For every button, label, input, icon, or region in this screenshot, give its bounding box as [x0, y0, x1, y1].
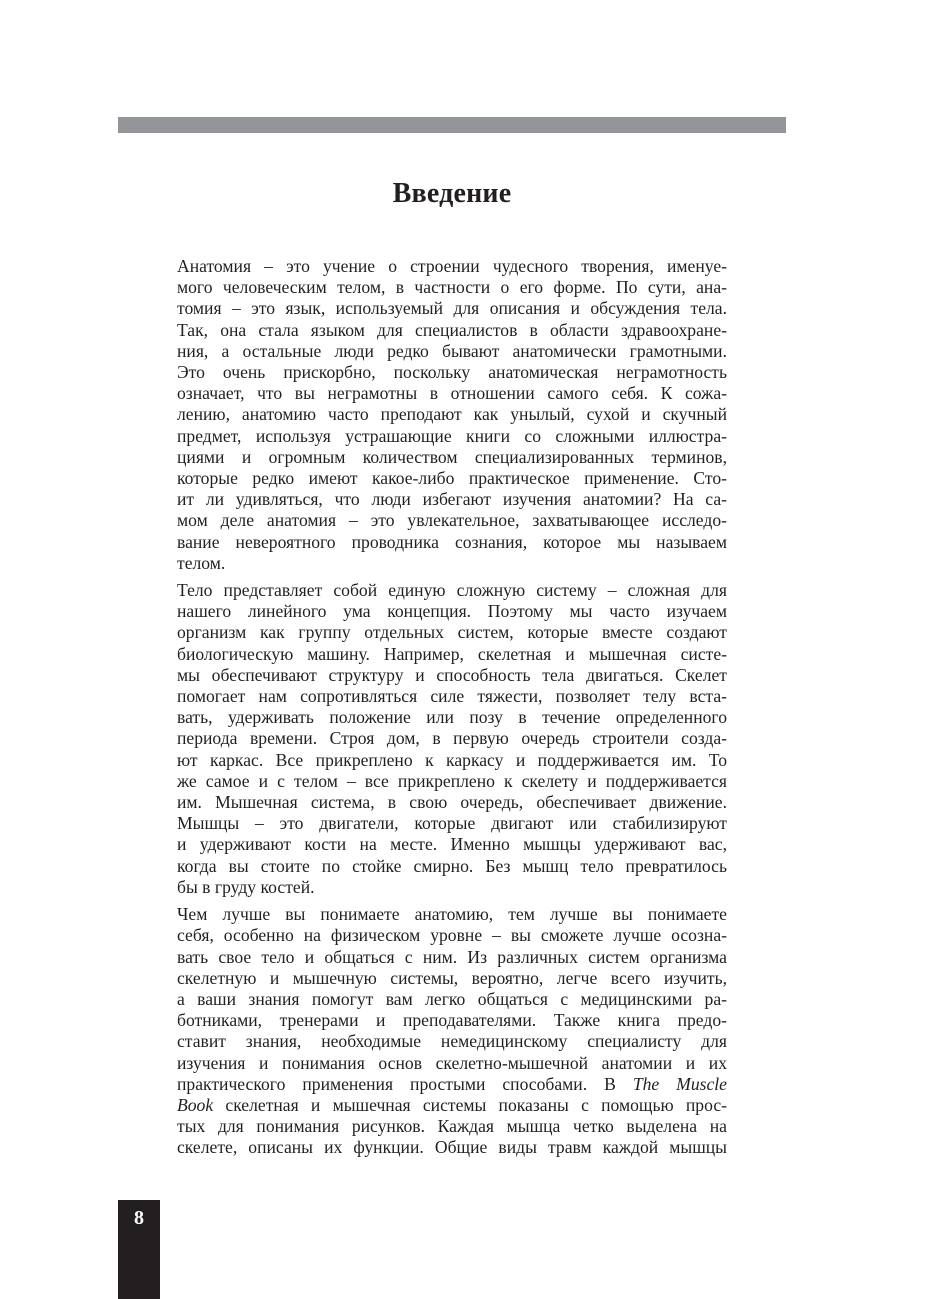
paragraph-3 — [177, 904, 727, 1158]
book-title-italic: Book — [177, 1094, 214, 1115]
text-line: помогает нам сопротивляться силе тяжести, позволяет телу вста- — [177, 686, 727, 707]
text-line: мом деле анатомия – это увлекательное, захватывающее исследо- — [177, 510, 727, 531]
text-line: скелетную и мышечную системы, вероятно, легче всего изучить, — [177, 967, 727, 988]
text-line: тых для понимания рисунков. Каждая мышца четко выделена на — [177, 1116, 727, 1137]
text-line: себя, особенно на физическом уровне – вы сможете лучше осозна- — [177, 925, 727, 946]
text-line: ния, а остальные люди редко бывают анатомически грамотными. — [177, 340, 727, 361]
text-run: практического применения простыми способами. В — [177, 1073, 633, 1094]
body-text — [177, 256, 727, 1165]
text-line: телом. — [177, 552, 226, 573]
text-line: мого человеческим телом, в частности о его форме. По сути, ана- — [177, 277, 727, 298]
text-line: же самое и с телом – все прикреплено к скелету и поддерживается — [177, 770, 727, 791]
page-title: Введение — [392, 177, 512, 209]
text-line: скелете, описаны их функции. Общие виды травм каждой мышцы — [177, 1137, 727, 1158]
text-line: ботниками, тренерами и преподавателями. Также книга предо- — [177, 1010, 727, 1031]
text-line: томия – это язык, используемый для описания и обсуждения тела. — [177, 298, 727, 319]
page-number: 8 — [134, 1207, 144, 1229]
page-number-tab — [118, 1200, 160, 1299]
paragraph-2 — [177, 580, 727, 898]
text-line: вать свое тело и общаться с ним. Из различных систем организма — [177, 946, 727, 967]
paragraph-1 — [177, 256, 727, 574]
text-line: Так, она стала языком для специалистов в области здравоохране- — [177, 319, 727, 340]
text-line: вать, удерживать положение или позу в течение определенного — [177, 707, 727, 728]
text-line: а ваши знания помогут вам легко общаться с медицинскими ра- — [177, 988, 727, 1009]
text-run: скелетная и мышечная системы показаны с помощью прос- — [213, 1094, 727, 1115]
text-line: которые редко имеют какое-либо практическое применение. Сто- — [177, 468, 727, 489]
text-line — [177, 1095, 727, 1116]
text-line: организм как группу отдельных систем, которые вместе создают — [177, 622, 727, 643]
text-line: вание невероятного проводника сознания, которое мы называем — [177, 531, 727, 552]
text-line: Мышцы – это двигатели, которые двигают или стабилизируют — [177, 813, 727, 834]
header-bar — [118, 117, 786, 133]
text-line: Это очень прискорбно, поскольку анатомическая неграмотность — [177, 362, 727, 383]
text-line: лению, анатомию часто преподают как унылый, сухой и скучный — [177, 404, 727, 425]
text-line: нашего линейного ума концепция. Поэтому мы часто изучаем — [177, 601, 727, 622]
text-line: и удерживают кости на месте. Именно мышцы удерживают вас, — [177, 834, 727, 855]
text-line — [177, 1074, 727, 1095]
text-line: Анатомия – это учение о строении чудесного творения, именуе- — [177, 256, 727, 276]
text-line: бы в груду костей. — [177, 876, 315, 897]
text-line: предмет, используя устрашающие книги со сложными иллюстра- — [177, 425, 727, 446]
text-line: означает, что вы неграмотны в отношении самого себя. К сожа- — [177, 383, 727, 404]
text-line: им. Мышечная система, в свою очередь, обеспечивает движение. — [177, 792, 727, 813]
text-line: циями и огромным количеством специализированных терминов, — [177, 446, 727, 467]
text-line: ставит знания, необходимые немедицинскому специалисту для — [177, 1031, 727, 1052]
text-line: когда вы стоите по стойке смирно. Без мышц тело превратилось — [177, 855, 727, 876]
text-line: периода времени. Строя дом, в первую очередь строители созда- — [177, 728, 727, 749]
text-line: Чем лучше вы понимаете анатомию, тем лучше вы понимаете — [177, 904, 727, 925]
text-line: ит ли удивляться, что люди избегают изучения анатомии? На са- — [177, 489, 727, 510]
text-line: ют каркас. Все прикреплено к каркасу и поддерживается им. То — [177, 749, 727, 770]
book-title-italic: The Muscle — [632, 1073, 727, 1094]
text-line: мы обеспечивают структуру и способность тела двигаться. Скелет — [177, 664, 727, 685]
text-line: изучения и понимания основ скелетно-мышечной анатомии и их — [177, 1052, 727, 1073]
text-line: биологическую машину. Например, скелетная и мышечная систе- — [177, 643, 727, 664]
text-line: Тело представляет собой единую сложную систему – сложная для — [177, 580, 727, 601]
